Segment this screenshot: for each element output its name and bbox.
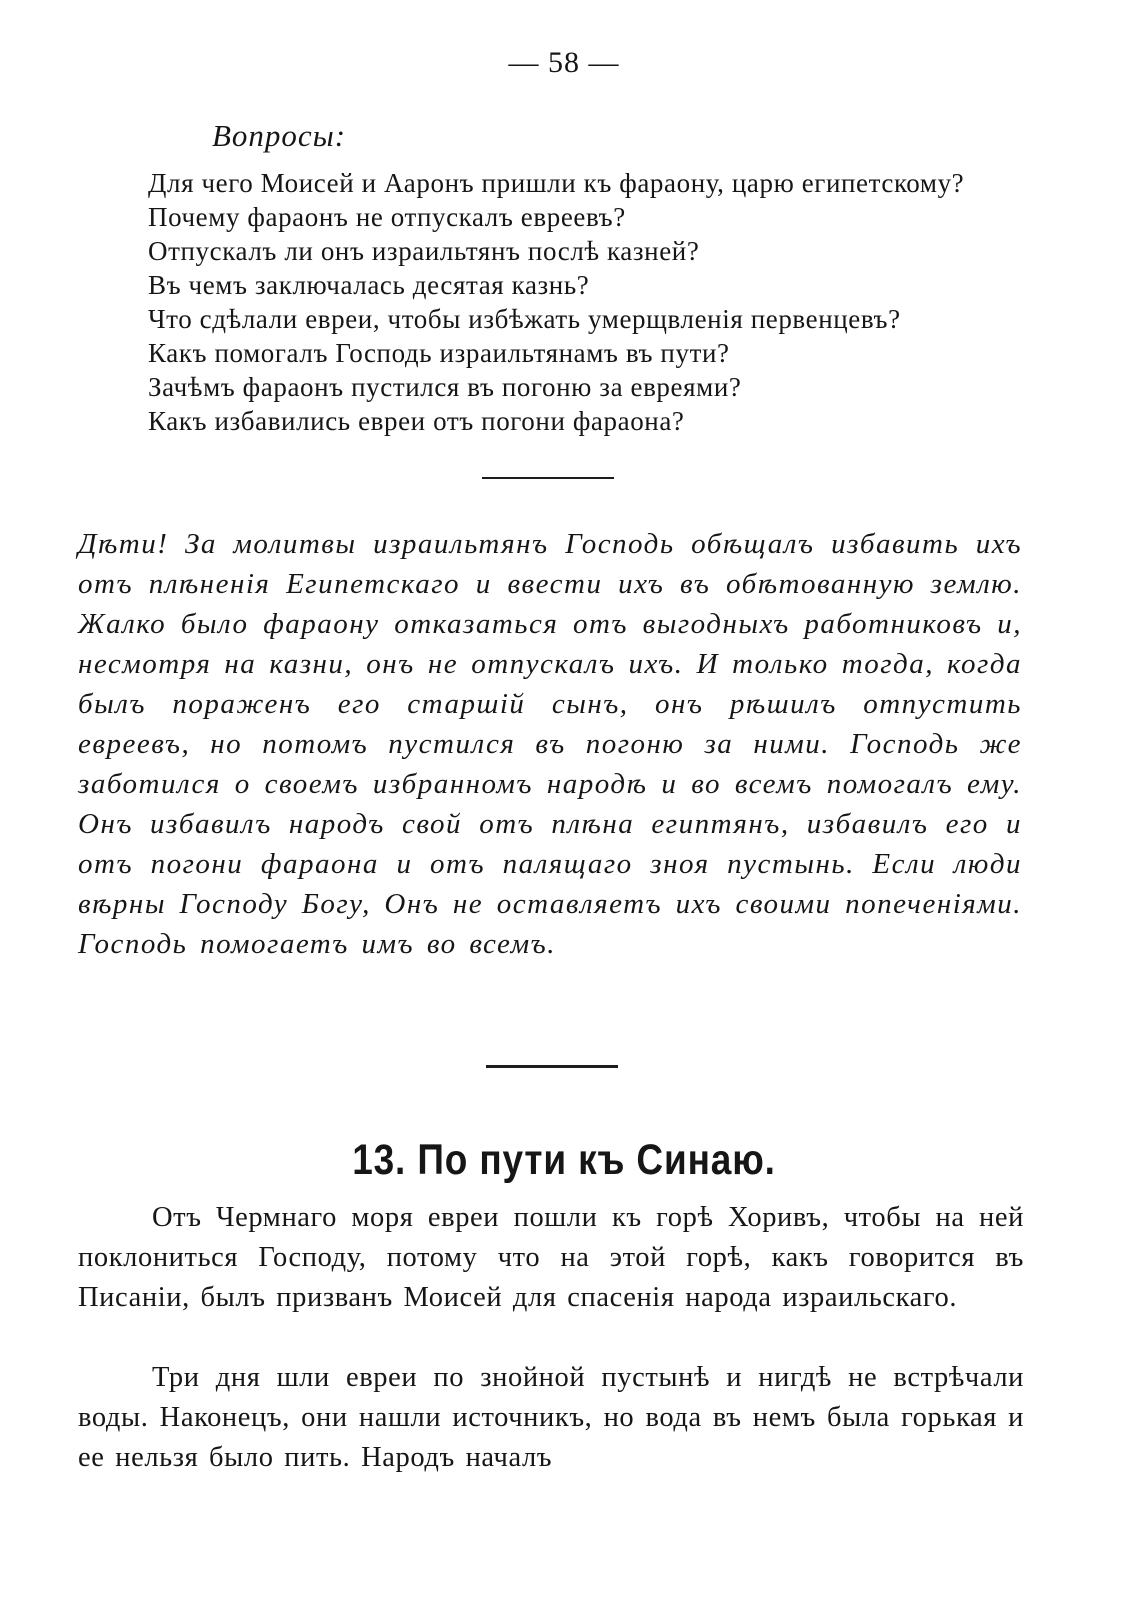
page-number: — 58 — bbox=[508, 46, 620, 79]
question-item: Какъ избавились евреи отъ погони фараона? bbox=[148, 406, 685, 436]
question-item: Какъ помогалъ Господь израильтянамъ въ пути? bbox=[148, 338, 730, 368]
body-paragraph: Три дня шли евреи по знойной пустынѣ и нигдѣ не встрѣчали воды. Наконецъ, они нашли источникъ, но вода въ немъ была горькая и ее нельзя было пить. Народъ началъ bbox=[78, 1362, 1024, 1473]
section-divider bbox=[486, 1065, 618, 1068]
question-item: Зачѣмъ фараонъ пустился въ погоню за евреями? bbox=[148, 372, 742, 402]
question-item: Въ чемъ заключалась десятая казнь? bbox=[148, 270, 590, 300]
questions-list bbox=[148, 166, 1028, 438]
section-divider bbox=[482, 477, 614, 479]
question-item: Для чего Моисей и Ааронъ пришли къ фараону, царю египетскому? bbox=[148, 168, 965, 198]
question-item: Почему фараонъ не отпускалъ евреевъ? bbox=[148, 202, 626, 232]
lesson-paragraph: Дѣти! За молитвы израильтянъ Господь обѣщалъ избавить ихъ отъ плѣненія Египетскаго и ввести ихъ въ обѣтованную землю. Жалко было фараону отказаться отъ выгодныхъ работниковъ и, несмотря на казни, онъ не отпускалъ ихъ. И только тогда, когда былъ пораженъ его старшій сынъ, онъ рѣшилъ отпустить евреевъ, но потомъ пустился въ погоню за ними. Господь же заботился о своемъ избранномъ народѣ и во всемъ помогалъ ему. Онъ избавилъ народъ свой отъ плѣна египтянъ, избавилъ его и отъ погони фараона и отъ палящаго зноя пустынь. Если люди вѣрны Господу Богу, Онъ не оставляетъ ихъ своими попеченіями. Господь помогаетъ имъ во всемъ. bbox=[78, 528, 1022, 960]
question-item: Отпускалъ ли онъ израильтянъ послѣ казней? bbox=[148, 236, 700, 266]
question-item: Что сдѣлали евреи, чтобы избѣжать умерщвленія первенцевъ? bbox=[148, 304, 901, 334]
body-paragraph: Отъ Чермнаго моря евреи пошли къ горѣ Хоривъ, чтобы на ней поклониться Господу, потому что на этой горѣ, какъ говорится въ Писаніи, былъ призванъ Моисей для спасенія народа израильскаго. bbox=[78, 1202, 1024, 1313]
section-title: 13. По пути къ Синаю. bbox=[352, 1136, 776, 1184]
questions-heading: Вопросы: bbox=[212, 118, 347, 153]
